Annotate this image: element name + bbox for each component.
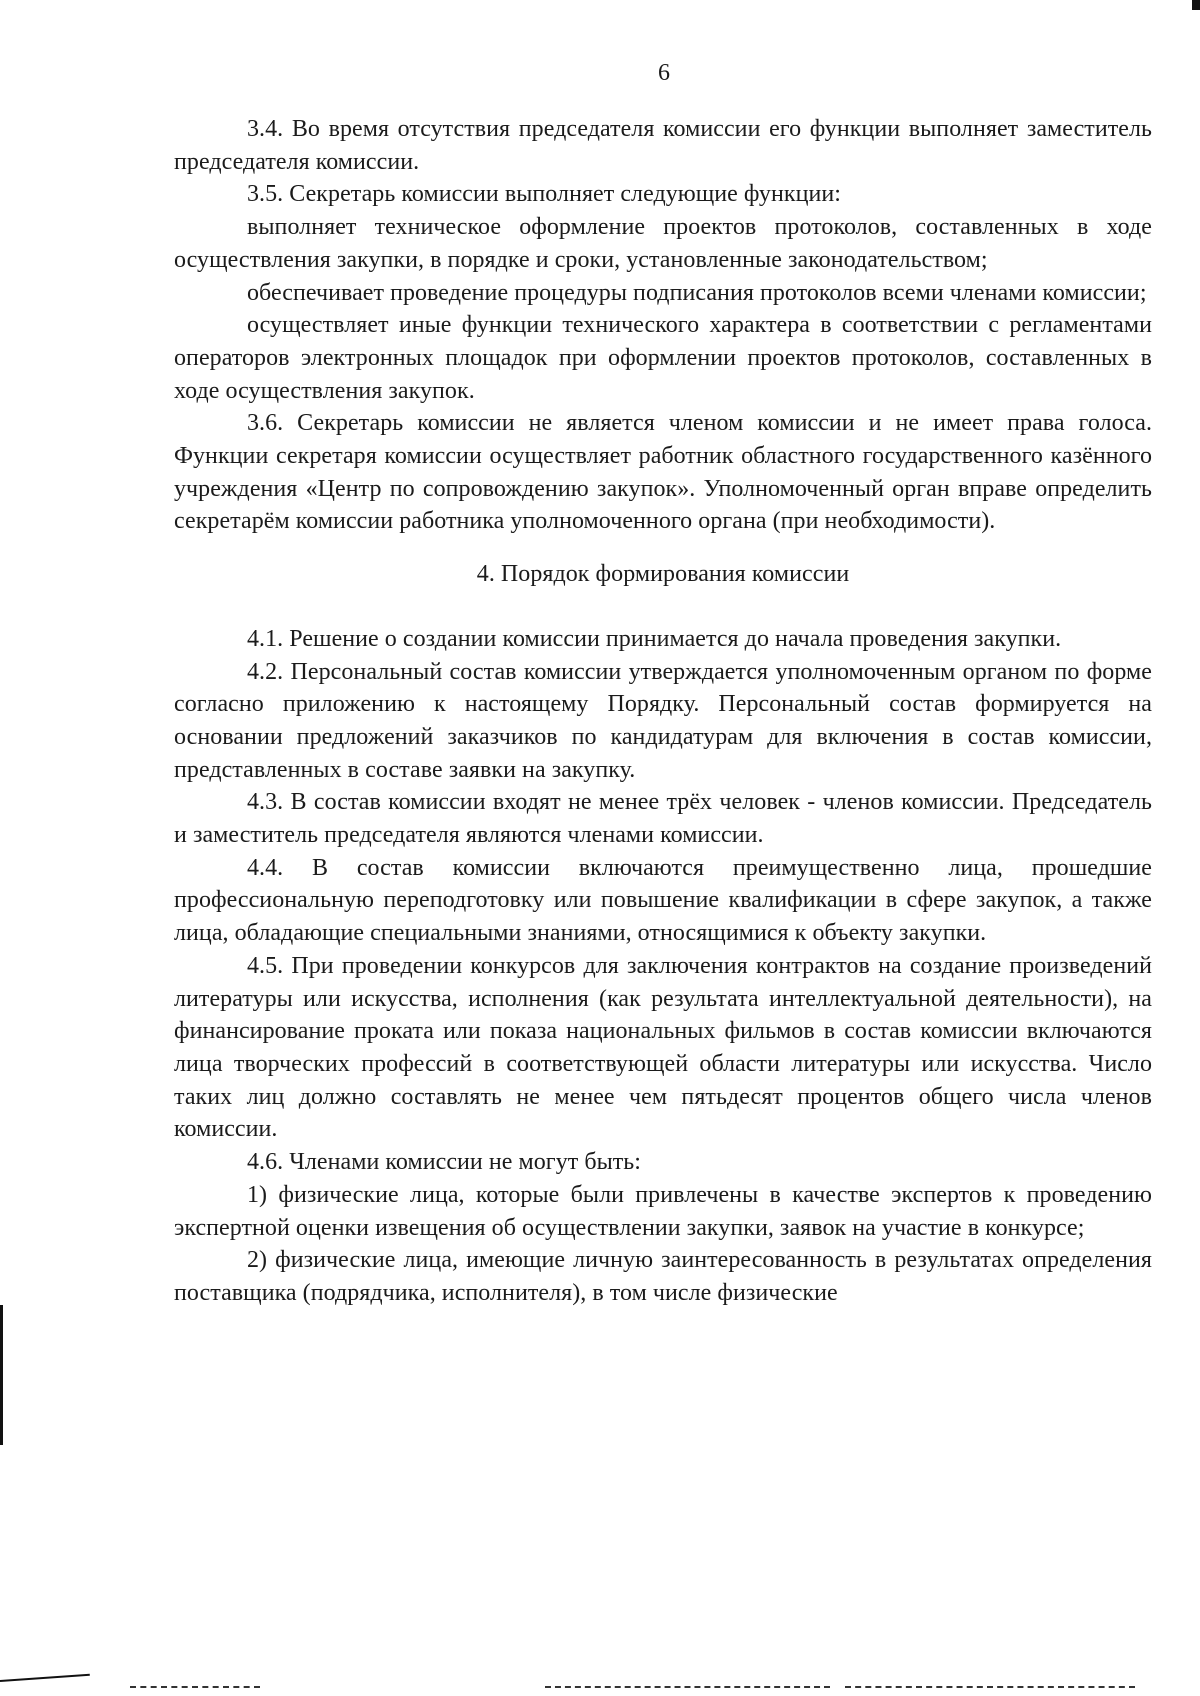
paragraph-4-1: 4.1. Решение о создании комиссии принимается до начала проведения закупки. bbox=[247, 625, 1062, 652]
paragraph-3-5-item: выполняет техническое оформление проектов протоколов, составленных в ходе осуществления закупки, в порядке и сроки, установленные законодательством; bbox=[174, 214, 1152, 273]
scan-bottom-rule bbox=[130, 1686, 260, 1690]
paragraph-3-5: 3.5. Секретарь комиссии выполняет следующие функции: bbox=[247, 181, 841, 208]
document-body bbox=[174, 113, 1152, 1310]
paragraph-4-6-item-1: 1) физические лица, которые были привлечены в качестве экспертов к проведению экспертной оценки извещения об осуществлении закупки, заявок на участие в конкурсе; bbox=[174, 1181, 1152, 1241]
paragraph-4-5: 4.5. При проведении конкурсов для заключения контрактов на создание произведений литературы или искусства, исполнения (как результата интеллектуальной деятельности), на финансирование проката или показа национальных фильмов в состав комиссии включаются лица творческих профессий в соответствующей области литературы или искусства. Число таких лиц должно составлять не менее чем пятьдесят процентов общего числа членов комиссии. bbox=[174, 952, 1152, 1143]
scan-artifact-mark bbox=[0, 1674, 90, 1682]
scan-artifact-mark bbox=[0, 1305, 3, 1445]
scan-bottom-rule bbox=[845, 1686, 1135, 1690]
paragraph-4-3: 4.3. В состав комиссии входят не менее трёх человек - членов комиссии. Председатель и заместитель председателя являются членами комиссии. bbox=[174, 789, 1152, 849]
scan-bottom-rule bbox=[545, 1686, 830, 1690]
paragraph-4-2: 4.2. Персональный состав комиссии утверждается уполномоченным органом по форме согласно приложению к настоящему Порядку. Персональный состав формируется на основании предложений заказчиков по кандидатурам для включения в состав комиссии, представленных в составе заявки на закупку. bbox=[174, 658, 1152, 783]
paragraph-4-6-item-2: 2) физические лица, имеющие личную заинтересованность в результатах определения поставщика (подрядчика, исполнителя), в том числе физические bbox=[174, 1247, 1152, 1306]
page-number: 6 bbox=[658, 60, 670, 86]
scan-artifact-mark bbox=[1192, 0, 1200, 10]
paragraph-3-4: 3.4. Во время отсутствия председателя комиссии его функции выполняет заместитель председателя комиссии. bbox=[174, 116, 1152, 175]
paragraph-3-5-item: обеспечивает проведение процедуры подписания протоколов всеми членами комиссии; bbox=[247, 279, 1147, 306]
paragraph-3-6: 3.6. Секретарь комиссии не является членом комиссии и не имеет права голоса. Функции секретаря комиссии осуществляет работник областного государственного казённого учреждения «Центр по сопровождению закупок». Уполномоченный орган вправе определить секретарём комиссии работника уполномоченного органа (при необходимости). bbox=[174, 410, 1152, 535]
paragraph-4-4: 4.4. В состав комиссии включаются преимущественно лица, прошедшие профессиональную переподготовку или повышение квалификации в сфере закупок, а также лица, обладающие специальными знаниями, относящимися к объекту закупки. bbox=[174, 854, 1152, 947]
section-4-heading: 4. Порядок формирования комиссии bbox=[476, 561, 850, 588]
paragraph-3-5-item: осуществляет иные функции технического характера в соответствии с регламентами операторов электронных площадок при оформлении проектов протоколов, составленных в ходе осуществления закупок. bbox=[174, 312, 1152, 404]
paragraph-4-6: 4.6. Членами комиссии не могут быть: bbox=[247, 1149, 642, 1176]
